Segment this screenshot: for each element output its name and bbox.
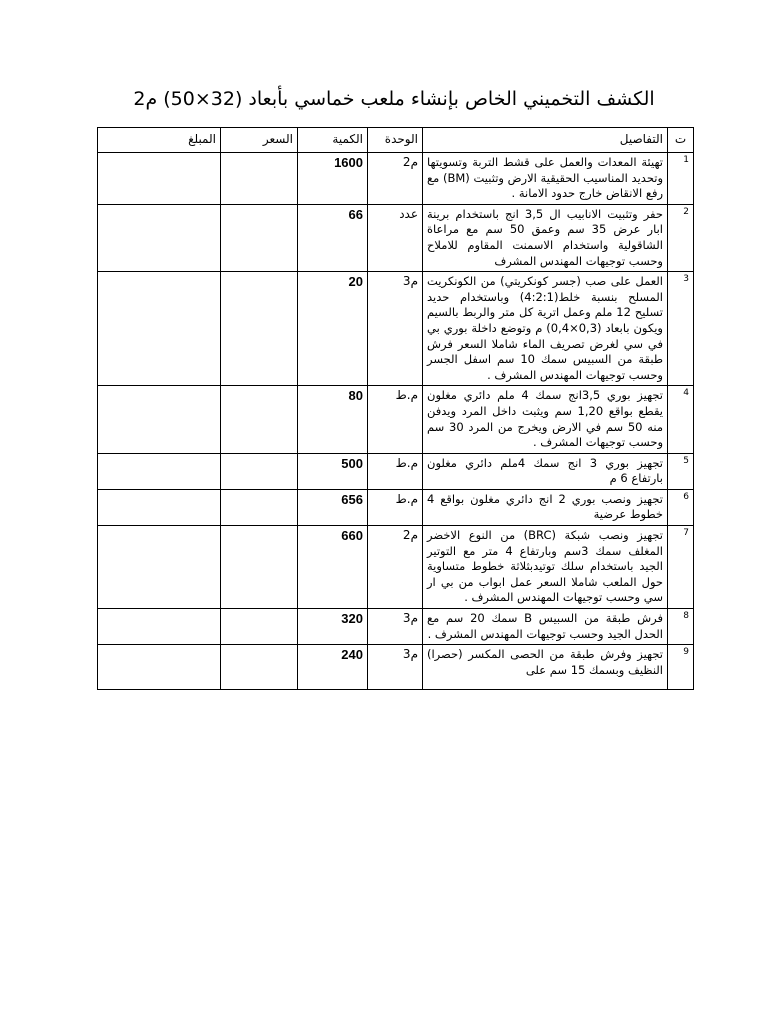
cell-amount [98,453,221,489]
cell-quantity: 656 [298,489,368,525]
cell-amount [98,645,221,690]
cell-unit: م.ط [368,489,423,525]
header-details: التفاصيل [423,128,668,153]
cell-details: تهيئة المعدات والعمل على قشط التربة وتسويتها وتحديد المناسيب الحقيقية الارض وتثبيت (BM) مع رفع الانقاض خارج حدود الامانة . [423,153,668,205]
cell-price [221,609,298,645]
cell-unit: م.ط [368,453,423,489]
cell-quantity: 660 [298,526,368,609]
header-quantity: الكمية [298,128,368,153]
header-amount: المبلغ [98,128,221,153]
cell-quantity: 1600 [298,153,368,205]
cell-unit: م2 [368,153,423,205]
cell-number: 9 [668,645,694,690]
cell-unit: م3 [368,609,423,645]
cell-number: 7 [668,526,694,609]
cell-quantity: 80 [298,386,368,453]
cell-number: 5 [668,453,694,489]
cell-price [221,204,298,271]
cell-quantity: 320 [298,609,368,645]
cell-amount [98,609,221,645]
header-unit: الوحدة [368,128,423,153]
cell-quantity: 240 [298,645,368,690]
table-row [98,386,694,453]
table-header-row [98,128,694,153]
cell-price [221,386,298,453]
cell-amount [98,386,221,453]
cell-details: العمل على صب (جسر كونكريتي) من الكونكريت المسلح بنسبة خلط(4:2:1) وباستخدام حديد تسليح 12 ملم وعمل اترية كل متر والربط بالسيم ويكون بابعاد (0,3×0,4) م وتوضع داخلة بوري بي في سي لغرض تصريف الماء شاملا السعر فرش طبقة من السبيس سمك 10 سم اسفل الجسر وحسب توجيهات المهندس المشرف . [423,272,668,386]
cell-details: تجهيز بوري 3 انج سمك 4ملم دائري مغلون بارتفاع 6 م [423,453,668,489]
cell-details: تجهيز ونصب شبكة (BRC) من النوع الاخضر المغلف سمك 3سم وبارتفاع 4 متر مع التوتير الجيد باستخدام سلك توتيدبثلاثة خطوط متساوية حول الملعب شاملا السعر عمل ابواب من بي ار سي وحسب توجيهات المهندس المشرف . [423,526,668,609]
table-row [98,526,694,609]
cell-amount [98,526,221,609]
cell-unit: عدد [368,204,423,271]
cell-quantity: 66 [298,204,368,271]
cell-price [221,489,298,525]
cell-price [221,153,298,205]
cell-details: حفر وتثبيت الانابيب ال 3,5 انج باستخدام برينة ابار عرض 35 سم وعمق 50 سم مع مراعاة الشاقولية واستخدام الاسمنت المقاوم للاملاح وحسب توجيهات المهندس المشرف [423,204,668,271]
cell-details: تجهيز وفرش طبقة من الحصى المكسر (حصرا) النظيف وبسمك 15 سم على [423,645,668,690]
cell-details: تجهيز ونصب بوري 2 انج دائري مغلون بواقع 4 خطوط عرضية [423,489,668,525]
cell-amount [98,153,221,205]
cell-number: 2 [668,204,694,271]
table-row [98,272,694,386]
header-number: ت [668,128,694,153]
table-row [98,453,694,489]
cell-unit: م3 [368,272,423,386]
cell-number: 4 [668,386,694,453]
cell-number: 1 [668,153,694,205]
cell-number: 3 [668,272,694,386]
cell-amount [98,489,221,525]
bill-of-quantities-table [97,127,694,690]
cell-price [221,645,298,690]
table-row [98,645,694,690]
cell-quantity: 20 [298,272,368,386]
table-row [98,489,694,525]
cell-price [221,526,298,609]
cell-unit: م.ط [368,386,423,453]
cell-number: 6 [668,489,694,525]
cell-number: 8 [668,609,694,645]
table-row [98,609,694,645]
table-row [98,153,694,205]
cell-amount [98,204,221,271]
table-row [98,204,694,271]
header-price: السعر [221,128,298,153]
cell-quantity: 500 [298,453,368,489]
cell-unit: م3 [368,645,423,690]
cell-details: تجهيز بوري 3,5انج سمك 4 ملم دائري مغلون يقطع بواقع 1,20 سم ويثبت داخل المرد ويدفن منه 50 سم في الارض ويخرج من المرد 30 سم وحسب توجيهات المشرف . [423,386,668,453]
cell-unit: م2 [368,526,423,609]
cell-price [221,453,298,489]
cell-price [221,272,298,386]
page-title: الكشف التخميني الخاص بإنشاء ملعب خماسي بأبعاد (32×50) م2 [133,88,655,110]
cell-details: فرش طبقة من السبيس B سمك 20 سم مع الحدل الجيد وحسب توجيهات المهندس المشرف . [423,609,668,645]
cell-amount [98,272,221,386]
